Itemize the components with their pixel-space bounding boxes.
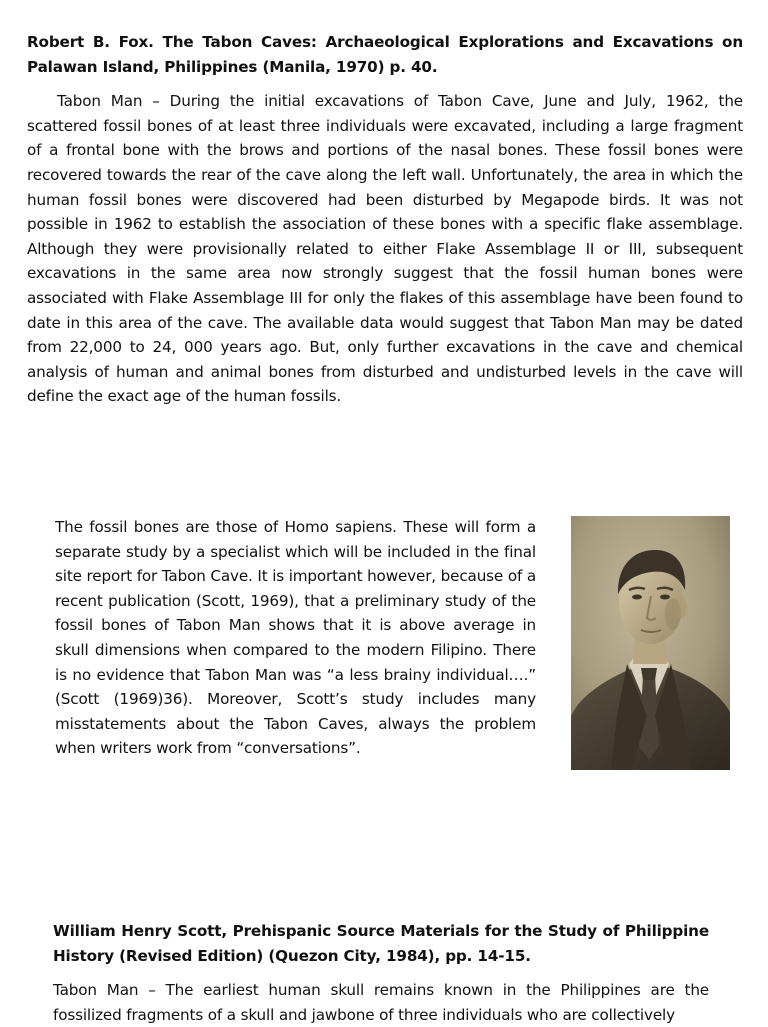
scott-citation-heading: William Henry Scott, Prehispanic Source Materials for the Study of Philippine History (Revised Edition) (Quezon City, 1984), pp. 14-15.: [53, 922, 709, 965]
scott-tabon-man-paragraph: Tabon Man – The earliest human skull remains known in the Philippines are the fossilized fragments of a skull and jawbone of three individuals who are collectively: [53, 981, 709, 1024]
fox-excerpt: [27, 30, 743, 409]
portrait-photo: [571, 516, 730, 770]
fox-citation-heading: Robert B. Fox. The Tabon Caves: Archaeological Explorations and Excavations on Palawan Island, Philippines (Manila, 1970) p. 40.: [27, 33, 743, 76]
homo-sapiens-paragraph: The fossil bones are those of Homo sapiens. These will form a separate study by a specialist which will be included in the final site report for Tabon Cave. It is important however, because of a recent publication (Scott, 1969), that a preliminary study of the fossil bones of Tabon Man shows that it is above average in skull dimensions when compared to the modern Filipino. There is no evidence that Tabon Man was “a less brainy individual….” (Scott (1969)36). Moreover, Scott’s study includes many misstatements about the Tabon Caves, always the problem when writers work from “conversations”.: [55, 518, 536, 758]
portrait-photo-icon: [571, 516, 730, 770]
fox-tabon-man-paragraph: Tabon Man – During the initial excavations of Tabon Cave, June and July, 1962, the scattered fossil bones of at least three individuals were excavated, including a large fragment of a frontal bone with the brows and portions of the nasal bones. These fossil bones were recovered towards the rear of the cave along the left wall. Unfortunately, the area in which the human fossil bones were discovered had been disturbed by Megapode birds. It was not possible in 1962 to establish the association of these bones with a specific flake assemblage. Although they were provisionally related to either Flake Assemblage II or III, subsequent excavations in the same area now strongly suggest that the fossil human bones were associated with Flake Assemblage III for only the flakes of this assemblage have been found to date in this area of the cave. The available data would suggest that Tabon Man may be dated from 22,000 to 24, 000 years ago. But, only further excavations in the cave and chemical analysis of human and animal bones from disturbed and undisturbed levels in the cave will define the exact age of the human fossils.: [27, 92, 743, 406]
fox-homo-sapiens-excerpt: [55, 515, 536, 761]
scott-excerpt: [53, 919, 709, 1027]
